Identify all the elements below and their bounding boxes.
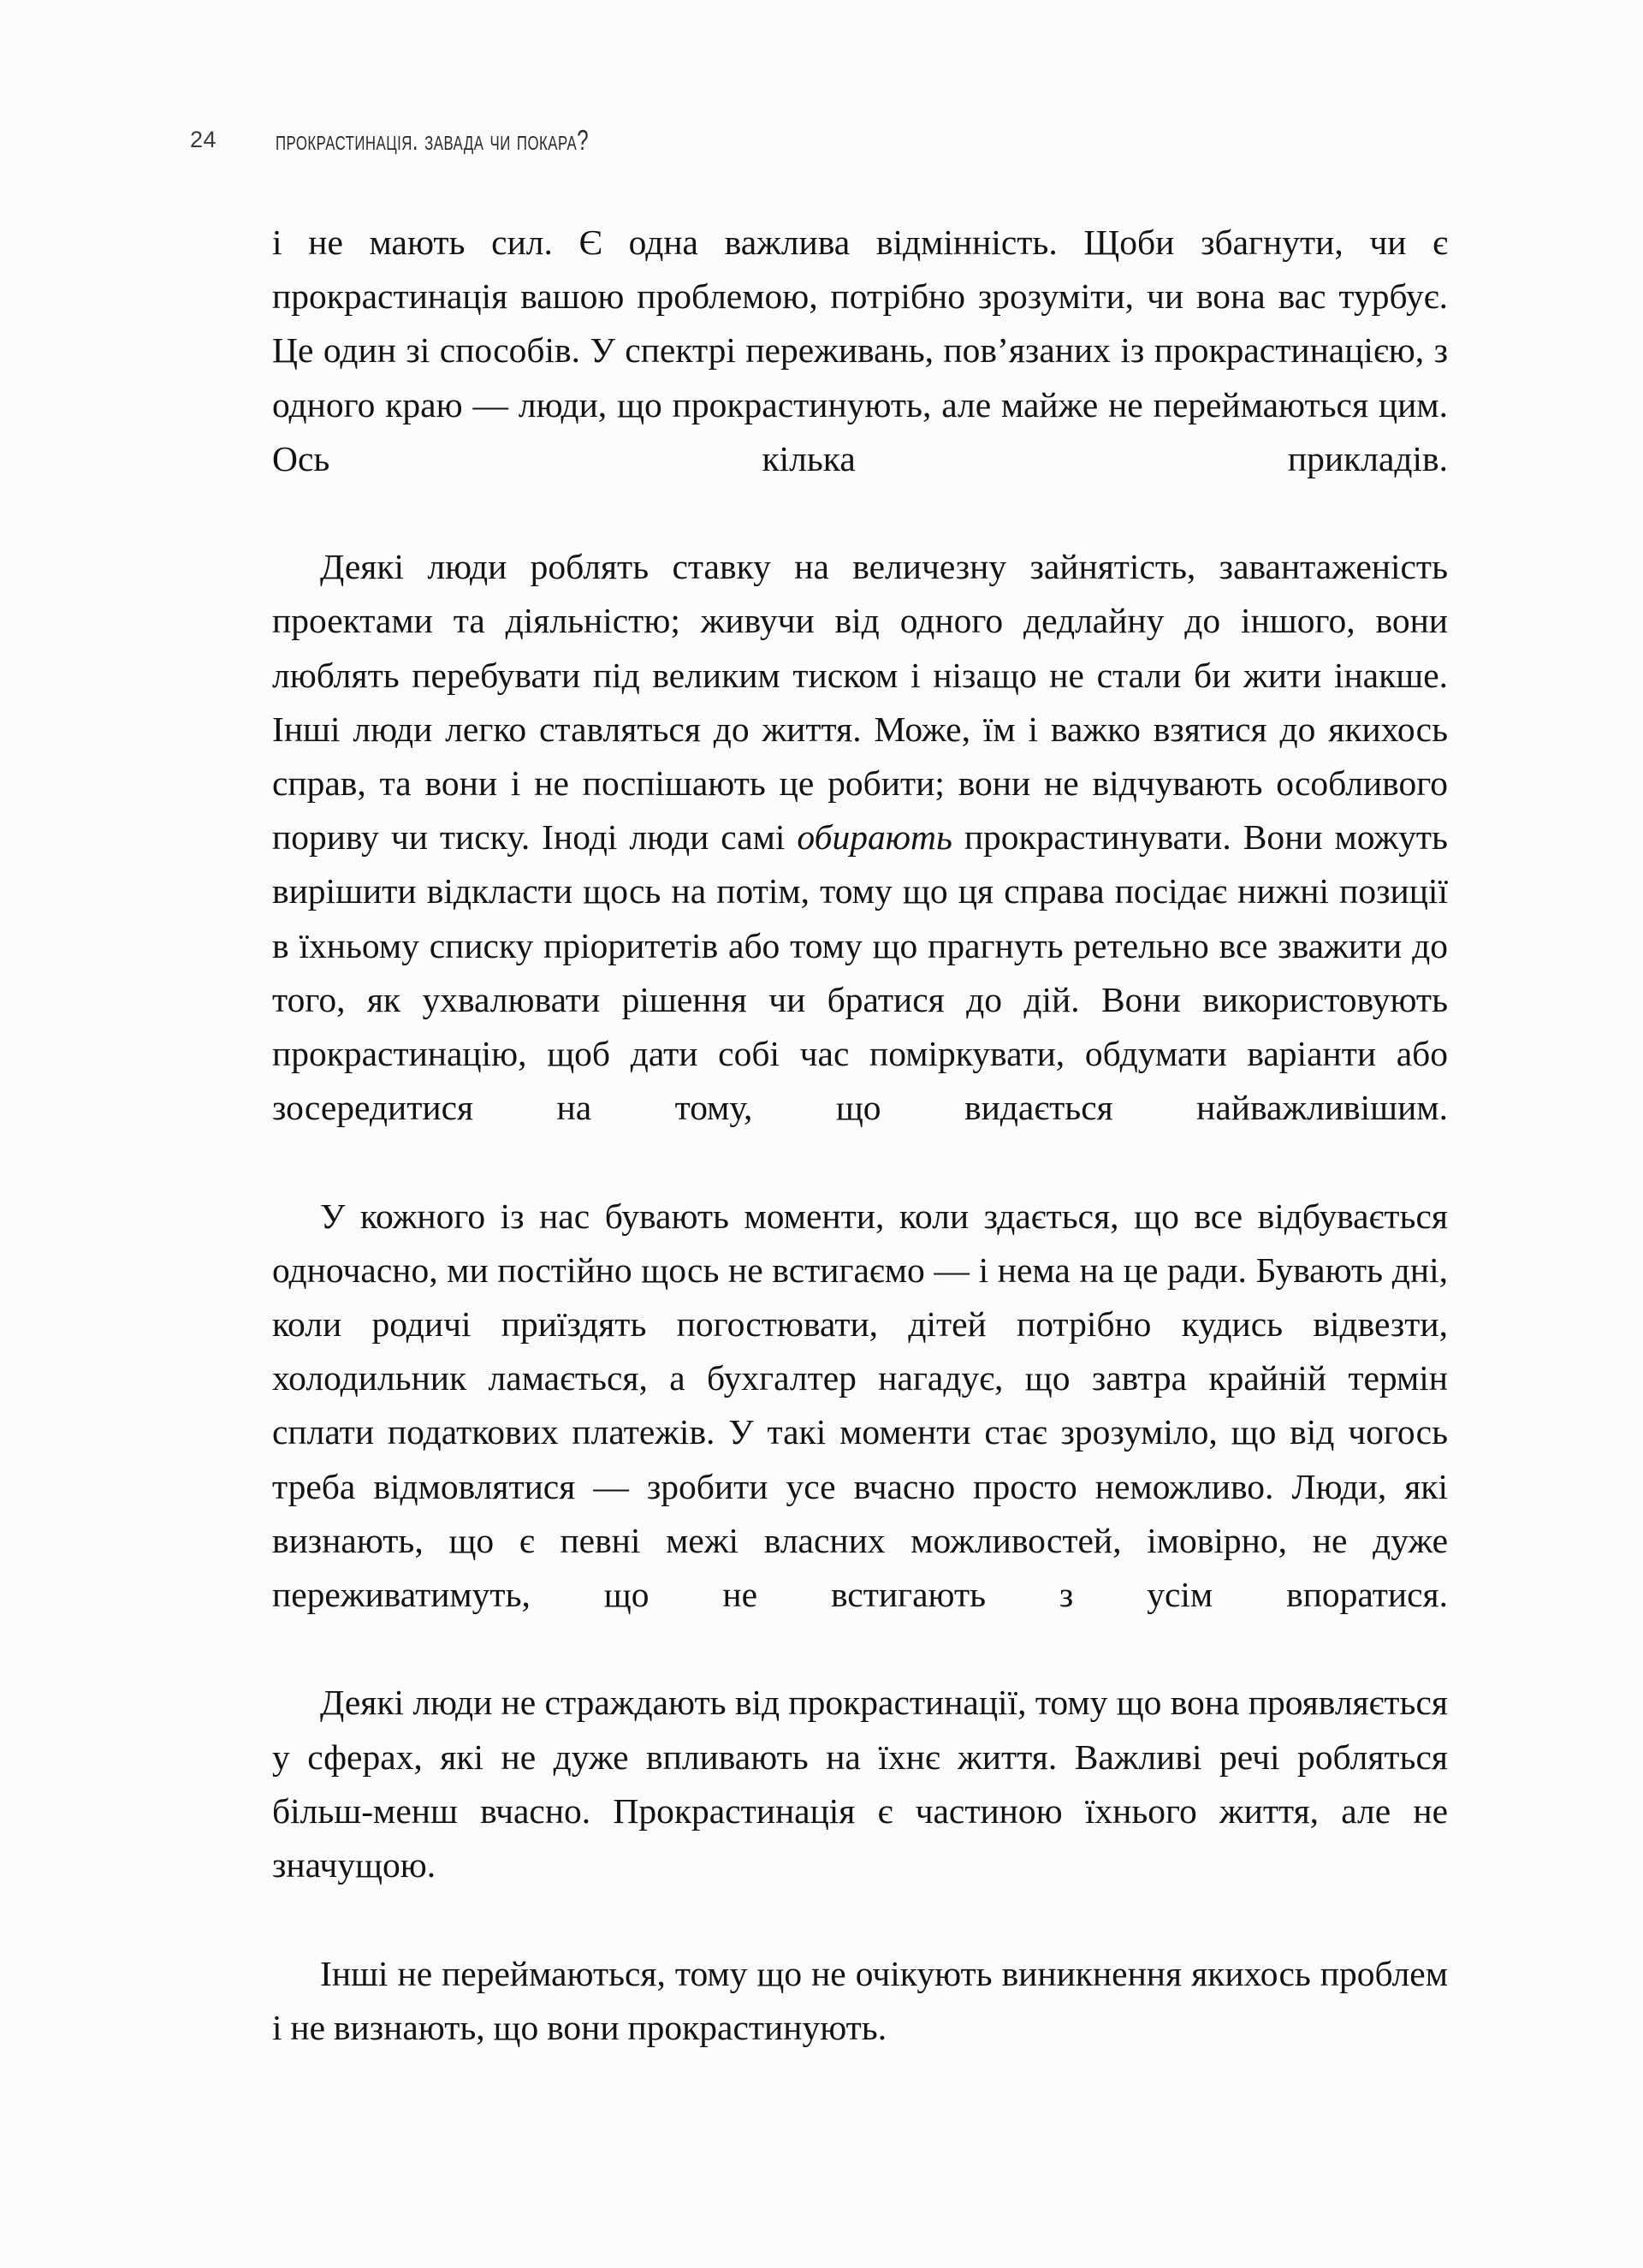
paragraph-2-part-1: Деякі люди роблять ставку на величезну зайнятість, завантаженість проектами та діяльністю; живучи від одного дедлайну до іншого, вони люблять перебувати під великим тиском і нізащо не стали би жити інакше. Інші люди легко ставляться до життя. Може, їм і важко взятися до якихось справ, та вони і не поспішають це робити; вони не відчувають особливого пориву чи тиску. Іноді люди самі bbox=[272, 547, 1448, 858]
body-text-column bbox=[272, 216, 1448, 2055]
paragraph-2-part-2: прокрастинувати. Вони можуть вирішити відкласти щось на потім, тому що ця справа посідає нижні позиції в їхньому списку пріоритетів або тому що прагнуть ретельно все зважити до того, як ухвалювати рішення чи братися до дій. Вони використовують прокрастинацію, щоб дати собі час поміркувати, обдумати варіанти або зосередитися на тому, що видається найважливішим. bbox=[272, 817, 1448, 1128]
paragraph-2 bbox=[272, 540, 1448, 1189]
paragraph-3: У кожного із нас бувають моменти, коли здається, що все відбувається одночасно, ми постійно щось не встигаємо — і нема на це ради. Бувають дні, коли родичі приїздять погостювати, дітей потрібно кудись відвезти, холодильник ламається, а бухгалтер нагадує, що завтра крайній термін сплати податкових платежів. У такі моменти стає зрозуміло, що від чогось треба відмовлятися — зробити усе вчасно просто неможливо. Люди, які визнають, що є певні межі власних можливостей, імовірно, не дуже переживатимуть, що не встигають з усім впоратися. bbox=[272, 1196, 1448, 1615]
paragraph-1: і не мають сил. Є одна важлива відмінність. Щоби збагнути, чи є прокрастинація вашою проблемою, потрібно зрозуміти, чи вона вас турбує. Це один зі способів. У спектрі переживань, пов’язаних із прокрастинацією, з одного краю — люди, що прокрастинують, але майже не переймаються цим. Ось кілька прикладів. bbox=[272, 223, 1448, 478]
paragraph-5: Інші не переймаються, тому що не очікують виникнення якихось проблем і не визнають, що вони прокрастинують. bbox=[272, 1953, 1448, 2047]
paragraph-2-emphasis: обирають bbox=[797, 817, 952, 858]
paragraph-4: Деякі люди не страждають від прокрастинації, тому що вона проявляється у сферах, які не дуже впливають на їхнє життя. Важливі речі робляться більш-менш вчасно. Прокрастинація є частиною їхнього життя, але не значущою. bbox=[272, 1683, 1448, 1885]
page-number: 24 bbox=[190, 127, 217, 152]
running-title: прокрастинація. завада чи покара? bbox=[276, 124, 590, 157]
running-head bbox=[0, 120, 1643, 171]
